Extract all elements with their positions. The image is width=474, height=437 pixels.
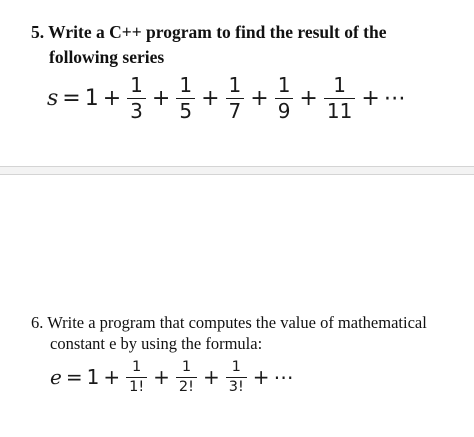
question-5-line-2: following series — [49, 47, 165, 67]
fraction-denominator: 2! — [178, 378, 194, 395]
fraction-denominator: 3! — [228, 378, 244, 395]
fraction-numerator: 1 — [130, 73, 143, 97]
series-formula-e — [50, 359, 294, 395]
plus-sign: + — [153, 365, 170, 390]
formula-variable: s — [47, 86, 59, 111]
question-6-line-1: 6. Write a program that computes the value of mathematical — [31, 313, 427, 332]
fraction-term — [226, 74, 245, 123]
section-divider — [0, 166, 474, 175]
fraction-denominator: 11 — [326, 99, 353, 123]
fraction-term — [324, 74, 355, 123]
plus-sign: + — [102, 86, 122, 111]
plus-sign: + — [250, 86, 269, 111]
fraction-term — [176, 359, 197, 395]
fraction-term — [226, 359, 247, 395]
fraction-numerator: 1 — [132, 359, 142, 375]
plus-sign: + — [252, 365, 270, 390]
fraction-numerator: 1 — [179, 73, 193, 97]
fraction-denominator: 1! — [129, 378, 145, 395]
fraction-numerator: 1 — [231, 359, 241, 375]
fraction-denominator: 5 — [179, 99, 193, 123]
fraction-numerator: 1 — [333, 73, 346, 97]
fraction-term — [176, 74, 195, 123]
fraction-numerator: 1 — [228, 73, 242, 97]
formula-first-term: 1 — [86, 365, 100, 390]
question-5-line-1: 5. Write a C++ program to find the result of the — [31, 22, 387, 42]
plus-sign: + — [151, 86, 171, 111]
formula-variable: e — [50, 365, 62, 390]
plus-sign: + — [201, 86, 220, 111]
question-6-line-2: constant e by using the formula: — [50, 334, 263, 353]
plus-sign: + — [103, 365, 121, 390]
formula-first-term: 1 — [84, 86, 99, 111]
fraction-term — [126, 359, 147, 395]
question-5-text — [31, 20, 461, 70]
plus-sign: + — [361, 86, 380, 111]
fraction-term — [275, 74, 294, 123]
ellipsis: ⋯ — [273, 365, 294, 390]
fraction-denominator: 7 — [228, 99, 242, 123]
plus-sign: + — [202, 365, 220, 390]
plus-sign: + — [299, 86, 318, 111]
fraction-numerator: 1 — [277, 73, 291, 97]
fraction-denominator: 3 — [130, 99, 143, 123]
fraction-term — [127, 74, 146, 123]
series-formula-s — [47, 74, 406, 123]
ellipsis: ⋯ — [383, 86, 406, 111]
question-6-text — [31, 312, 461, 354]
fraction-numerator: 1 — [181, 359, 192, 375]
equals-sign: = — [62, 86, 81, 111]
equals-sign: = — [65, 365, 83, 390]
fraction-denominator: 9 — [277, 99, 291, 123]
